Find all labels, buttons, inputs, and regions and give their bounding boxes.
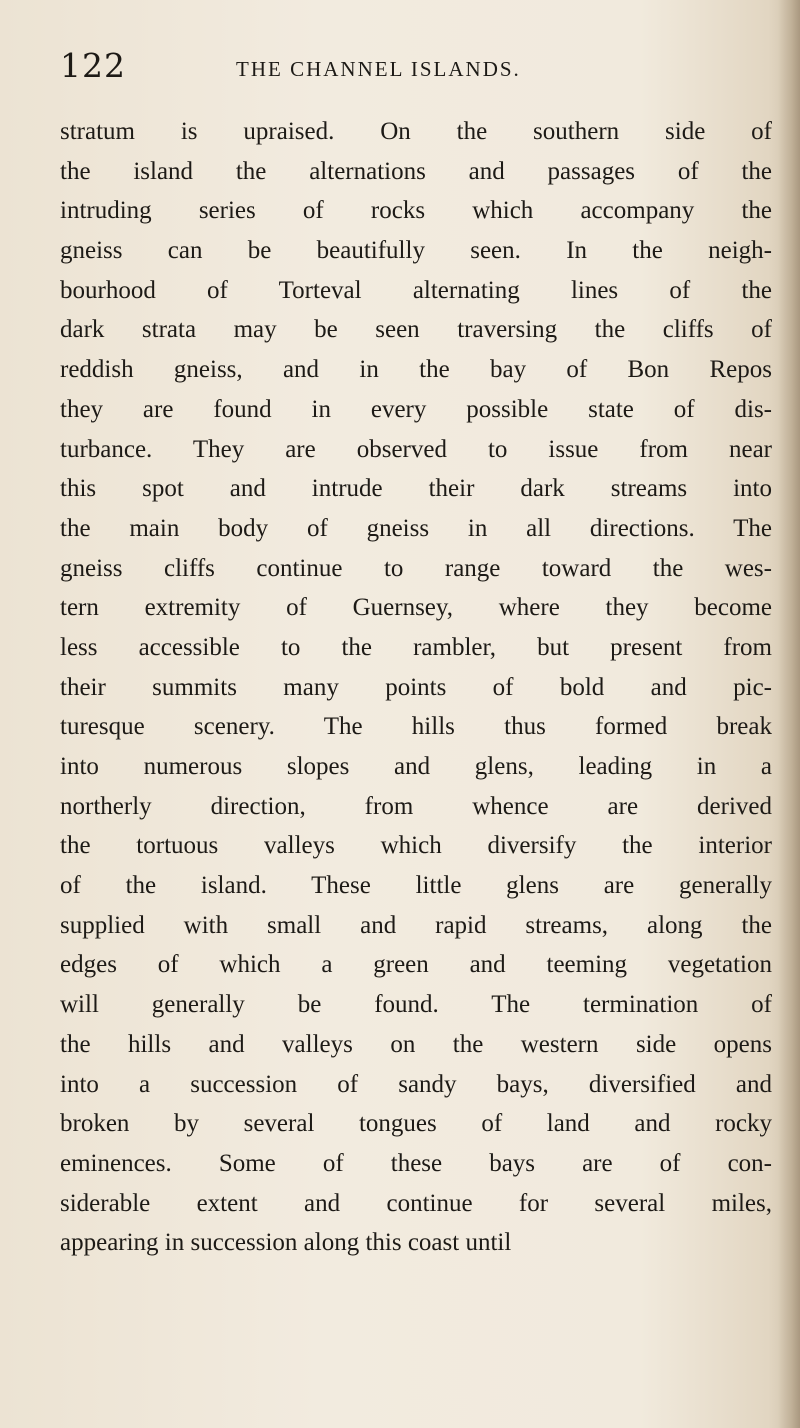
text-line: gneiss can be beautifully seen. In the neigh- — [60, 237, 772, 265]
text-line: dark strata may be seen traversing the cliffs of — [60, 316, 772, 344]
text-line: into a succession of sandy bays, diversified and — [60, 1070, 772, 1098]
text-line: this spot and intrude their dark streams into — [60, 475, 772, 503]
text-line: reddish gneiss, and in the bay of Bon Repos — [60, 356, 772, 384]
body-text — [60, 112, 772, 1263]
text-line: broken by several tongues of land and rocky — [60, 1110, 772, 1138]
text-line: into numerous slopes and glens, leading in a — [60, 753, 772, 780]
page-number: 122 — [60, 46, 126, 85]
text-line: gneiss cliffs continue to range toward the wes- — [60, 554, 772, 582]
text-line: siderable extent and continue for several miles, — [60, 1189, 772, 1217]
text-line: their summits many points of bold and pic- — [60, 673, 772, 701]
text-line: the island the alternations and passages of the — [60, 157, 772, 185]
page-header — [60, 46, 760, 86]
text-line: eminences. Some of these bays are of con- — [60, 1149, 772, 1177]
text-line: of the island. These little glens are generally — [60, 872, 772, 900]
text-line: they are found in every possible state of dis- — [60, 395, 772, 423]
text-line: turesque scenery. The hills thus formed break — [60, 713, 772, 741]
text-line: the main body of gneiss in all directions. The — [60, 514, 772, 542]
text-line: stratum is upraised. On the southern side of — [60, 118, 772, 145]
text-line: northerly direction, from whence are derived — [60, 792, 772, 820]
text-line: less accessible to the rambler, but present from — [60, 633, 772, 661]
text-line: the hills and valleys on the western side opens — [60, 1030, 772, 1058]
text-line: turbance. They are observed to issue from near — [60, 435, 772, 463]
text-line: intruding series of rocks which accompany the — [60, 197, 772, 225]
text-line: supplied with small and rapid streams, along the — [60, 911, 772, 939]
page-edge-shadow — [778, 0, 800, 1428]
text-line: will generally be found. The termination of — [60, 991, 772, 1019]
text-line: edges of which a green and teeming vegetation — [60, 951, 772, 979]
text-line: tern extremity of Guernsey, where they become — [60, 594, 772, 622]
text-line: appearing in succession along this coast until — [60, 1229, 512, 1257]
text-line: the tortuous valleys which diversify the interior — [60, 832, 772, 860]
text-line: bourhood of Torteval alternating lines of the — [60, 276, 772, 304]
running-head: THE CHANNEL ISLANDS. — [236, 57, 521, 81]
